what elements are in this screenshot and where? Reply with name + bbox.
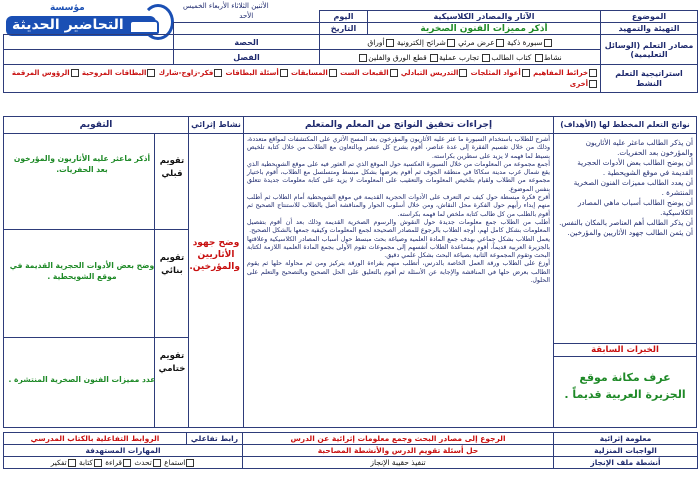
procedure-step: أشرح للطلاب باستخدام السبورة ما عثر عليه الأثاريون والمؤرخون بعد المسح الأثري على المكتشفات لمواقع متعددة، وذلك من خلال تقسيم الفقرة إلى عدة عناصر، أقوم بشرح كل عنصر وبالتعاون مع الطلاب من خلال كتابة تلخيص بسيط لما فهمه لا يزيد على سطرين بكراسته. bbox=[247, 136, 550, 160]
outcomes-header: نواتج التعلم المخطط لها (الأهداف) bbox=[554, 117, 696, 134]
days-extra bbox=[4, 11, 174, 23]
evaluation-pre bbox=[4, 133, 188, 229]
procedures-header: إجراءات تحقيق النواتج من المعلم والمتعلم bbox=[244, 117, 553, 134]
class-value[interactable] bbox=[4, 50, 174, 65]
day-label: اليوم bbox=[320, 11, 368, 23]
evaluation-final-label: تقويم ختامي bbox=[158, 351, 186, 374]
outcome-item: أن يذكر الطالب أهم العناصر بالمكان بالنفس. bbox=[559, 218, 693, 227]
procedure-step: يعمل الطلاب بشكل جماعي بهدف جمع المادة العلمية وصياغة بحث مبسط حول أسباب المصادر الكلاسيكية وعلاقتها بالجزيرة العربية قديماً، أقوم بمساعدة الطلاب أنفسهم إلى مجموعات تقوم الأولى بجمع المادة العلمية اللازمة لكتابة البحث وتقوم المجموعة الثانية بصياغة البحث بشكل علمي دقيق. bbox=[247, 235, 550, 260]
procedure-step: أوزع على الطلاب ورقة العمل الخاصة بالدرس، أتطلب منهم بقراءة الورقة بتركيز ومن ثم محاولة حلها ثم يقوم الطالب بعرض حلها في المناقشة والإجابة عن الأسئلة ثم أقوم بالتعليق على الحل الصحيح وبالتصحيح والتعلم على الحلول. bbox=[247, 260, 550, 285]
procedure-step: أجمع مجموعة من المعلومات من خلال السبورة العكسية حول الموقع الذي تم العثور فيه على موقع الشويحطية الذي يقع شمال غرب مدينة سكاكا في منطقة الجوف ثم أقوم بعرضها بشكل مبسط ومتسلسل مع الطلاب، أقوم باختيار مجموعة من الطلاب ولقيام بتلخيص المعلومات والتعقيب على المعلومات لا يزيد على كتابة معلومات جديدة تتعلق بنفس الموضوع. bbox=[247, 160, 550, 193]
homework-label: الواجبات المنزلية bbox=[554, 445, 698, 457]
sources-label: مصادر التعلم (الوسائل التعليمية) bbox=[601, 35, 698, 65]
skills-list: استماع تحدث قراءة كتابة تفكير bbox=[4, 457, 243, 469]
homework-value: حل أسئلة تقويم الدرس والأنشطة المصاحبة bbox=[243, 445, 554, 457]
outcome-item: أن يعدد الطالب مميزات الفنون الصخرية المنتشرة . bbox=[573, 178, 693, 197]
period-value[interactable] bbox=[4, 35, 174, 50]
evaluation-column bbox=[3, 116, 189, 428]
procedure-step: أطلب من الطلاب جمع معلومات جديدة حول النقوش والرسوم الصخرية القديمة وذلك بعد أن أقوم بتفصيل المعلومات بشكل كامل لهم، أوجه الطلاب بالرجوع للمصادر الصحيحة لجمع المعلومات وكيفية جمعها بالشكل الصحيح. bbox=[247, 218, 550, 235]
enrichment-text: وضح جهود الأثاريين والمؤرخين. bbox=[189, 238, 240, 272]
intro-value: أذكر مميزات الفنون الصخرية bbox=[368, 23, 601, 35]
strategy-label: استراتيجية التعلم النشط bbox=[601, 65, 698, 93]
evaluation-final-text: عدد مميزات الفنون الصخرية المنتشرة . bbox=[8, 375, 156, 384]
enrichment-column bbox=[188, 116, 244, 428]
header-table bbox=[3, 10, 698, 35]
outcome-item: أن يوضح الطالب بعض الأدوات الحجرية القديمة في موقع الشويحطية . bbox=[577, 158, 693, 177]
evaluation-pre-label: تقويم قبلي bbox=[159, 156, 185, 179]
achievement-value: تنفيذ حقيبة الإنجاز bbox=[243, 457, 554, 469]
prior-text: عرف مكانة موقع الجزيرة العربية قديماً . bbox=[564, 371, 686, 401]
sources-row2: نشاط كتاب الطالب تجارب عملية قطع الورق والفلين bbox=[320, 50, 601, 65]
date-value[interactable] bbox=[174, 23, 320, 35]
day-thursday[interactable]: الخميس bbox=[183, 2, 207, 10]
evaluation-formative-text: وضح بعض الأدوات الحجرية القديمة في موقع الشويحطية . bbox=[9, 261, 155, 281]
subject-label: الموضوع bbox=[601, 11, 698, 23]
sources-section bbox=[3, 34, 697, 93]
evaluation-formative-label: تقويم بنائي bbox=[159, 253, 185, 276]
sources-table bbox=[3, 34, 698, 93]
sources-row1: سبورة ذكية عرض مرئي شرائح إلكترونية أوراق bbox=[320, 35, 601, 50]
enrichment-header: نشاط إثرائي bbox=[189, 117, 243, 134]
footer-section bbox=[3, 432, 697, 469]
evaluation-formative bbox=[4, 229, 188, 337]
teacher-info-value: الرجوع إلى مصادر البحث وجمع معلومات إثرائية عن الدرس bbox=[243, 433, 554, 445]
logo-small-text: مؤسسة bbox=[50, 3, 85, 13]
strategy-list: خرائط المفاهيم أعواد المثلجات التدريس التبادلي القبعات الست المسابقات أسئلة البطاقات فكر-زاوج-شارك البطاقات المروحية الرؤوس المرقمة أخرى bbox=[4, 65, 601, 93]
logo-big-text: التحاضير الحديثة bbox=[12, 17, 124, 33]
date-label: التاريخ bbox=[320, 23, 368, 35]
main-grid bbox=[3, 116, 697, 428]
subject-value: الآثار والمصادر الكلاسيكية bbox=[368, 11, 601, 23]
achievement-label: أنشطة ملف الإنجاز bbox=[554, 457, 698, 469]
class-label: الفصل bbox=[174, 50, 320, 65]
outcomes-list bbox=[554, 134, 696, 342]
evaluation-final bbox=[4, 337, 188, 428]
interactive-link-label: رابط تفاعلي bbox=[187, 433, 243, 445]
day-tuesday[interactable]: الثلاثاء bbox=[231, 2, 249, 10]
day-monday[interactable]: الأثنين bbox=[251, 2, 269, 10]
footer-table bbox=[3, 432, 698, 469]
day-wednesday[interactable]: الأربعاء bbox=[208, 2, 229, 10]
procedure-step: أقرح فكرة مبسطة حول كيف تم التعرف على الأدوات الحجرية القديمة في موقع الشويحطية أمام الطلاب ثم أطلب منهم إبداء رأيهم حول الفكرة محل النقاش، ومن خلال أسلوب الحوار والمناقشة أصل بالطلاب للاستنتاج الصحيح ثم أقوم بالطلب من كل طالب كتابة ملخص لما فهمه بكراسته. bbox=[247, 194, 550, 218]
procedures-text bbox=[244, 134, 553, 287]
prior-label: الخبرات السابقة bbox=[554, 343, 696, 357]
intro-label: التهيئة والتمهيد bbox=[601, 23, 698, 35]
day-sunday[interactable]: الأحد bbox=[239, 12, 254, 21]
teacher-info-label: معلومة إثرائية bbox=[554, 433, 698, 445]
outcome-item: أن يذكر الطالب ماعثر عليه الأثاريون والمؤرخون بعد الحفريات. bbox=[585, 138, 693, 157]
evaluation-pre-text: أذكر ماعثر عليه الأثاريون والمؤرخون بعد الحفريات. bbox=[13, 154, 151, 174]
evaluation-header: التقويم bbox=[4, 117, 188, 134]
outcomes-column bbox=[553, 116, 697, 428]
days-list bbox=[174, 11, 320, 23]
outcome-item: أن يوضح الطالب أسباب ماهي المصادر الكلاسيكية. bbox=[577, 198, 693, 217]
procedures-column bbox=[243, 116, 554, 428]
interactive-links-value[interactable]: الروابط التفاعلية بالكتاب المدرسي bbox=[4, 433, 187, 445]
skills-label: المهارات المستهدفة bbox=[4, 445, 243, 457]
outcome-item: أن يثمن الطالب جهود الأثاريين والمؤرخين. bbox=[567, 228, 693, 237]
period-label: الحصة bbox=[174, 35, 320, 50]
days-other bbox=[183, 2, 269, 10]
